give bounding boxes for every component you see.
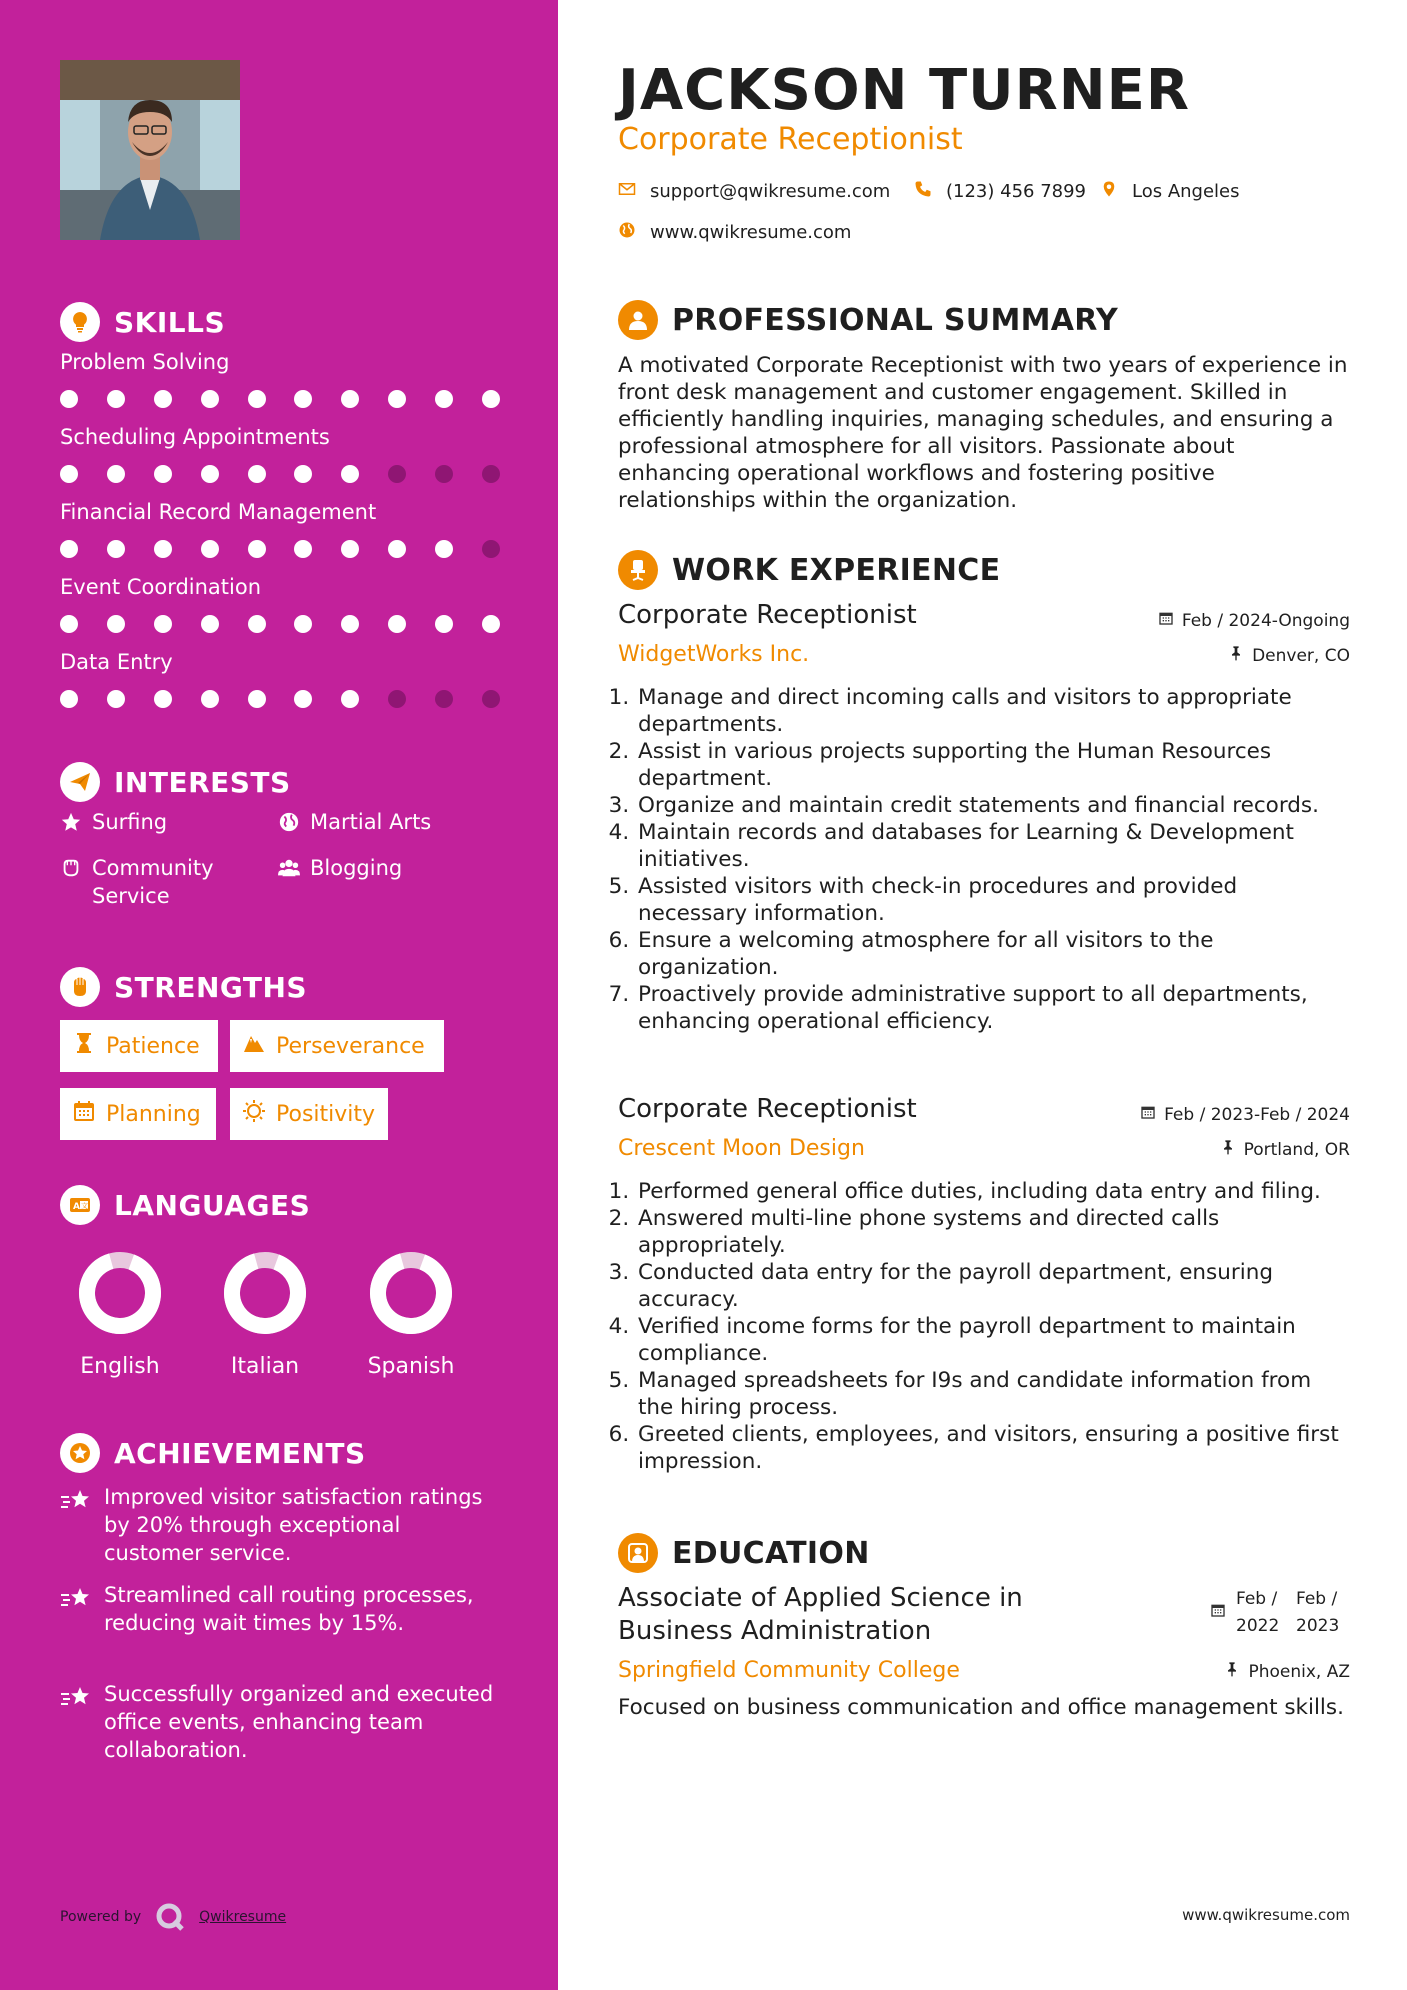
award-icon [60,1433,100,1473]
website-text: www.qwikresume.com [650,222,852,243]
strength-chip-patience [60,1020,218,1072]
rating-dot-filled [482,390,500,408]
chair-icon [618,550,658,590]
rating-dot-empty [435,690,453,708]
candidate-role: Corporate Receptionist [618,122,963,157]
experience-heading [618,550,1000,590]
rating-dot-filled [60,690,78,708]
rating-dot-filled [294,540,312,558]
duty-item: 6. Ensure a welcoming atmosphere for all visitors to the organization. [636,927,1350,981]
skill-rating [60,690,500,708]
rating-dot-filled [154,465,172,483]
contact-website[interactable] [618,221,851,244]
rating-dot-filled [482,615,500,633]
location-text: Phoenix, AZ [1248,1661,1350,1682]
strengths-title: STRENGTHS [114,970,308,1004]
rating-dot-filled [294,465,312,483]
skill-rating [60,540,500,558]
rating-dot-filled [248,615,266,633]
star-icon [60,808,82,840]
language-proficiency-ring [222,1250,308,1336]
rating-dot-filled [248,390,266,408]
achievements-heading [60,1433,366,1473]
job-title: Corporate Receptionist [618,1094,917,1124]
interests-heading [60,762,291,802]
job-dates [1158,610,1350,631]
sidebar [0,0,558,1990]
strength-chip-perseverance [230,1020,444,1072]
strengths-heading [60,967,307,1007]
skill-item [60,350,500,408]
hourglass-icon [72,1031,96,1061]
duty-item: 7. Proactively provide administrative support to all departments, enhancing operational efficiency. [636,981,1350,1035]
calendar-icon [1210,1602,1226,1623]
interest-item [278,808,431,840]
rating-dot-filled [435,390,453,408]
skill-item [60,425,500,483]
rating-dot-filled [107,390,125,408]
skill-rating [60,390,500,408]
skill-item [60,650,500,708]
qwikresume-link[interactable]: Qwikresume [199,1909,287,1925]
rating-dot-empty [388,465,406,483]
calendar-icon [1158,610,1174,631]
footer-website[interactable]: www.qwikresume.com [1182,1906,1350,1924]
achievement-text: Successfully organized and executed office events, enhancing team collaboration. [104,1682,494,1762]
language-item [55,1250,185,1379]
rating-dot-filled [341,465,359,483]
job-duties-list [618,684,1350,1035]
duty-item: 4. Verified income forms for the payroll department to maintain compliance. [636,1313,1350,1367]
svg-text:A: A [73,1202,80,1212]
degree-title: Associate of Applied Science in Business Administration [618,1583,1023,1646]
skills-title: SKILLS [114,305,226,339]
strength-chip-planning [60,1088,216,1140]
education-title: EDUCATION [672,1535,870,1571]
duty-item: 2. Answered multi-line phone systems and directed calls appropriately. [636,1205,1350,1259]
interest-item [60,808,167,840]
strength-label: Planning [106,1101,201,1127]
qwikresume-logo-icon [155,1902,185,1932]
email-text: support@qwikresume.com [650,181,891,202]
calendar-icon [1140,1104,1156,1125]
sun-icon [242,1099,266,1129]
duty-item: 3. Organize and maintain credit statements and financial records. [636,792,1350,819]
rating-dot-filled [154,540,172,558]
language-name: Italian [230,1354,300,1379]
education-location [1224,1661,1350,1682]
rating-dot-empty [482,465,500,483]
rating-dot-filled [435,615,453,633]
rating-dot-filled [107,540,125,558]
phone-icon [914,180,932,203]
job-duties-list [618,1178,1350,1475]
rating-dot-filled [107,690,125,708]
school-name: Springfield Community College [618,1658,960,1683]
rating-dot-filled [107,465,125,483]
powered-by-label: Powered by [60,1909,142,1925]
rating-dot-filled [435,540,453,558]
language-proficiency-ring [368,1250,454,1336]
rating-dot-filled [201,540,219,558]
experience-title: WORK EXPERIENCE [672,552,1001,588]
duty-item: 5. Managed spreadsheets for I9s and candidate information from the hiring process. [636,1367,1350,1421]
achievement-text: Improved visitor satisfaction ratings by 20% through exceptional customer service. [104,1485,483,1565]
skill-rating [60,615,500,633]
pin-icon [1224,1661,1240,1682]
rating-dot-filled [248,540,266,558]
education-dates [1210,1586,1350,1640]
achievement-item [60,1483,500,1567]
end-date: Feb / 2023 [1296,1589,1340,1636]
language-proficiency-ring [77,1250,163,1336]
rating-dot-filled [294,690,312,708]
shooting-star-icon [60,1680,92,1764]
contact-location [1100,180,1240,203]
svg-text:文: 文 [81,1202,88,1210]
job-title: Corporate Receptionist [618,600,917,630]
skill-name: Problem Solving [60,350,230,374]
lightbulb-icon [60,302,100,342]
rating-dot-empty [482,540,500,558]
rating-dot-filled [341,615,359,633]
interest-item [278,854,402,886]
company-name: Crescent Moon Design [618,1136,865,1161]
dates-text: Feb / 2024-Ongoing [1181,610,1350,631]
rating-dot-filled [341,690,359,708]
skill-item [60,500,500,558]
job-location [1220,1139,1350,1160]
rating-dot-filled [388,615,406,633]
language-name: Spanish [367,1354,455,1379]
dates-text: Feb / 2023-Feb / 2024 [1164,1104,1350,1125]
languages-title: LANGUAGES [114,1188,311,1222]
shooting-star-icon [60,1483,92,1567]
job-location [1228,645,1350,666]
education-description: Focused on business communication and office management skills. [618,1695,1344,1720]
rating-dot-filled [201,465,219,483]
shooting-star-icon [60,1581,92,1637]
language-name: English [80,1354,160,1379]
summary-heading [618,300,1118,340]
rating-dot-filled [388,540,406,558]
achievement-item [60,1581,500,1637]
company-name: WidgetWorks Inc. [618,642,810,667]
duty-item: 4. Maintain records and databases for Learning & Development initiatives. [636,819,1350,873]
rating-dot-filled [294,615,312,633]
rating-dot-empty [388,690,406,708]
interests-title: INTERESTS [114,765,291,799]
achievements-title: ACHIEVEMENTS [114,1436,366,1470]
map-pin-icon [1100,180,1118,203]
fist-icon [60,967,100,1007]
duty-item: 1. Manage and direct incoming calls and visitors to appropriate departments. [636,684,1350,738]
languages-heading [60,1185,310,1225]
duty-item: 6. Greeted clients, employees, and visitors, ensuring a positive first impression. [636,1421,1350,1475]
start-date: Feb / 2022 [1236,1589,1280,1636]
rating-dot-filled [60,390,78,408]
powered-by [60,1902,286,1932]
education-heading [618,1533,870,1573]
skill-name: Data Entry [60,650,173,674]
skill-item [60,575,500,633]
skill-rating [60,465,500,483]
strength-label: Positivity [276,1101,376,1127]
location-text: Denver, CO [1252,645,1350,666]
rating-dot-filled [107,615,125,633]
language-item [200,1250,330,1379]
user-icon [618,300,658,340]
rating-dot-filled [201,690,219,708]
interest-label: Martial Arts [310,810,432,834]
summary-title: PROFESSIONAL SUMMARY [672,302,1119,338]
candidate-name: JACKSON TURNER [618,58,1191,123]
skill-name: Financial Record Management [60,500,377,524]
interest-label: Community Service [92,856,214,908]
users-icon [278,854,300,886]
duty-item: 5. Assisted visitors with check-in procedures and provided necessary information. [636,873,1350,927]
duty-item: 2. Assist in various projects supporting the Human Resources department. [636,738,1350,792]
location-text: Los Angeles [1132,181,1240,202]
contact-email[interactable] [618,180,890,203]
duty-item: 3. Conducted data entry for the payroll department, ensuring accuracy. [636,1259,1350,1313]
globe-icon [618,221,636,244]
pin-icon [1220,1139,1236,1160]
rating-dot-filled [248,465,266,483]
globe-icon [278,808,300,840]
achievement-item [60,1680,500,1764]
rating-dot-filled [154,615,172,633]
rating-dot-empty [435,465,453,483]
interest-label: Surfing [92,810,168,834]
location-text: Portland, OR [1243,1139,1350,1160]
interest-item [60,854,240,910]
profile-photo [60,60,240,240]
language-item [346,1250,476,1379]
phone-text: (123) 456 7899 [946,181,1087,202]
skills-heading [60,302,225,342]
strength-label: Patience [106,1033,200,1059]
climber-icon [242,1031,266,1061]
rating-dot-filled [60,615,78,633]
rating-dot-filled [60,540,78,558]
rating-dot-filled [248,690,266,708]
pin-icon [1228,645,1244,666]
rating-dot-filled [388,390,406,408]
rating-dot-filled [154,690,172,708]
skill-name: Scheduling Appointments [60,425,330,449]
hand-icon [60,854,82,886]
calendar-icon [72,1099,96,1129]
envelope-icon [618,180,636,203]
skill-name: Event Coordination [60,575,262,599]
paper-plane-icon [60,762,100,802]
strength-label: Perseverance [276,1033,425,1059]
rating-dot-filled [341,390,359,408]
summary-text: A motivated Corporate Receptionist with two years of experience in front desk management and customer engagement. Skilled in efficiently handling inquiries, managing schedules, and ensuring a professional atmosphere for all visitors. Passionate about enhancing operational workflows and fostering positive relationships within the organization. [618,353,1348,513]
graduate-icon [618,1533,658,1573]
contact-phone[interactable] [914,180,1086,203]
achievement-text: Streamlined call routing processes, reducing wait times by 15%. [104,1583,474,1635]
strength-chip-positivity [230,1088,388,1140]
job-dates [1140,1104,1350,1125]
rating-dot-filled [294,390,312,408]
rating-dot-filled [201,390,219,408]
duty-item: 1. Performed general office duties, including data entry and filing. [636,1178,1350,1205]
rating-dot-filled [60,465,78,483]
interest-label: Blogging [310,856,403,880]
rating-dot-empty [482,690,500,708]
translate-icon [60,1185,100,1225]
rating-dot-filled [201,615,219,633]
rating-dot-filled [154,390,172,408]
rating-dot-filled [341,540,359,558]
